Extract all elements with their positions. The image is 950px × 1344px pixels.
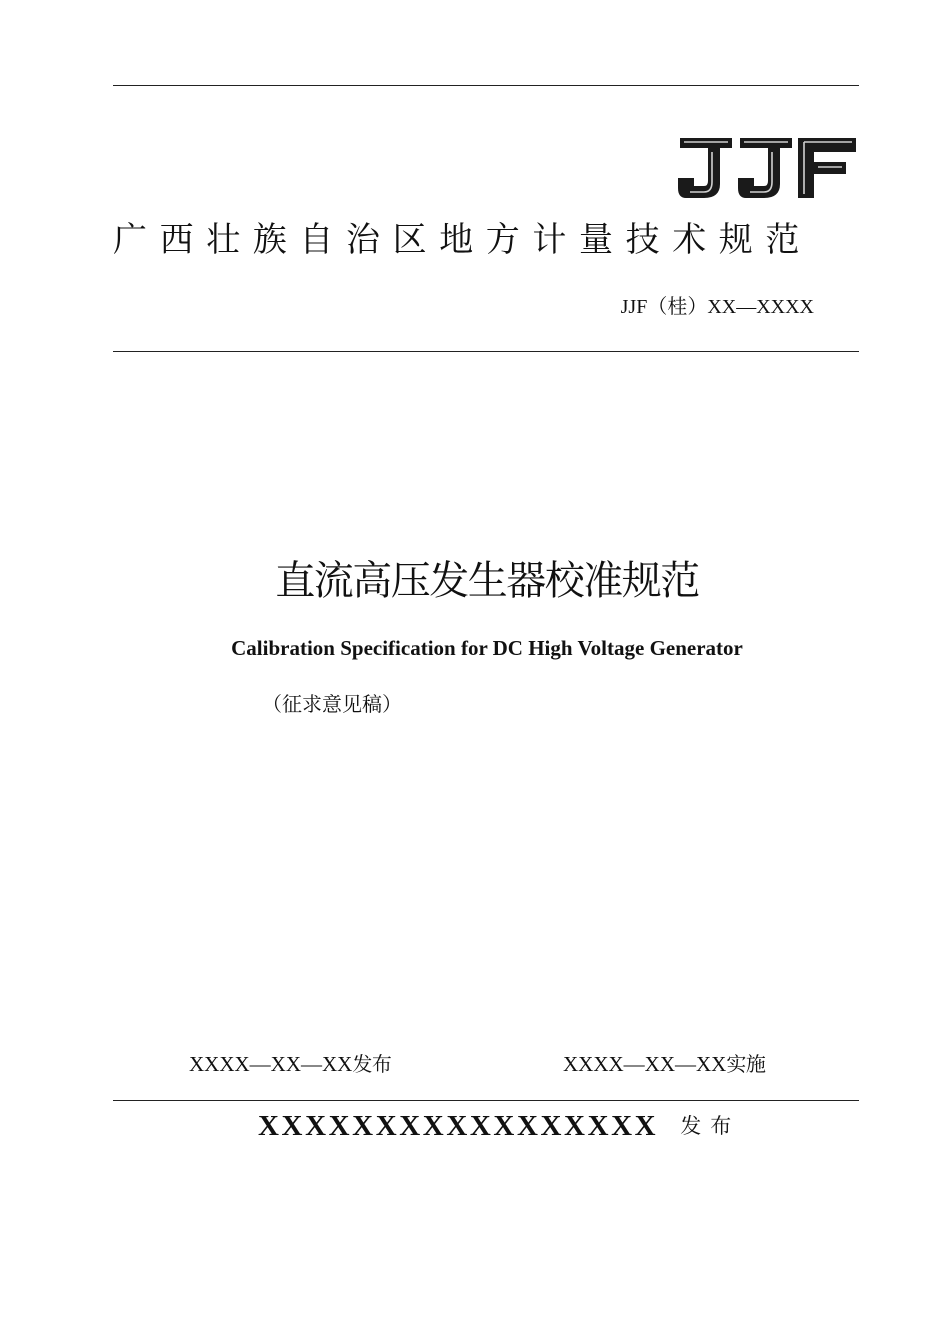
document-code: JJF（桂）XX—XXXX: [620, 296, 814, 318]
effective-label: 实施: [726, 1052, 766, 1076]
effective-date: XXXX—XX—XX: [563, 1052, 727, 1076]
jjf-logo: [676, 134, 858, 202]
issue-date-line: [189, 1048, 391, 1077]
org-title: 广西壮族自治区地方计量技术规范: [113, 220, 812, 260]
footer-rule: [113, 1100, 859, 1101]
effective-date-line: [563, 1048, 765, 1077]
top-rule: [113, 85, 859, 86]
issue-label: 发布: [352, 1052, 392, 1076]
publisher-verb: 发布: [680, 1114, 741, 1138]
english-title: Calibration Specification for DC High Voltage Generator: [231, 636, 743, 660]
draft-note: （征求意见稿）: [262, 692, 402, 716]
publisher-line: [258, 1110, 740, 1143]
issue-date: XXXX—XX—XX: [189, 1052, 353, 1076]
chinese-title: 直流高压发生器校准规范: [275, 558, 699, 604]
publisher-org: XXXXXXXXXXXXXXXXX: [258, 1110, 659, 1142]
header-bottom-rule: [113, 351, 859, 352]
